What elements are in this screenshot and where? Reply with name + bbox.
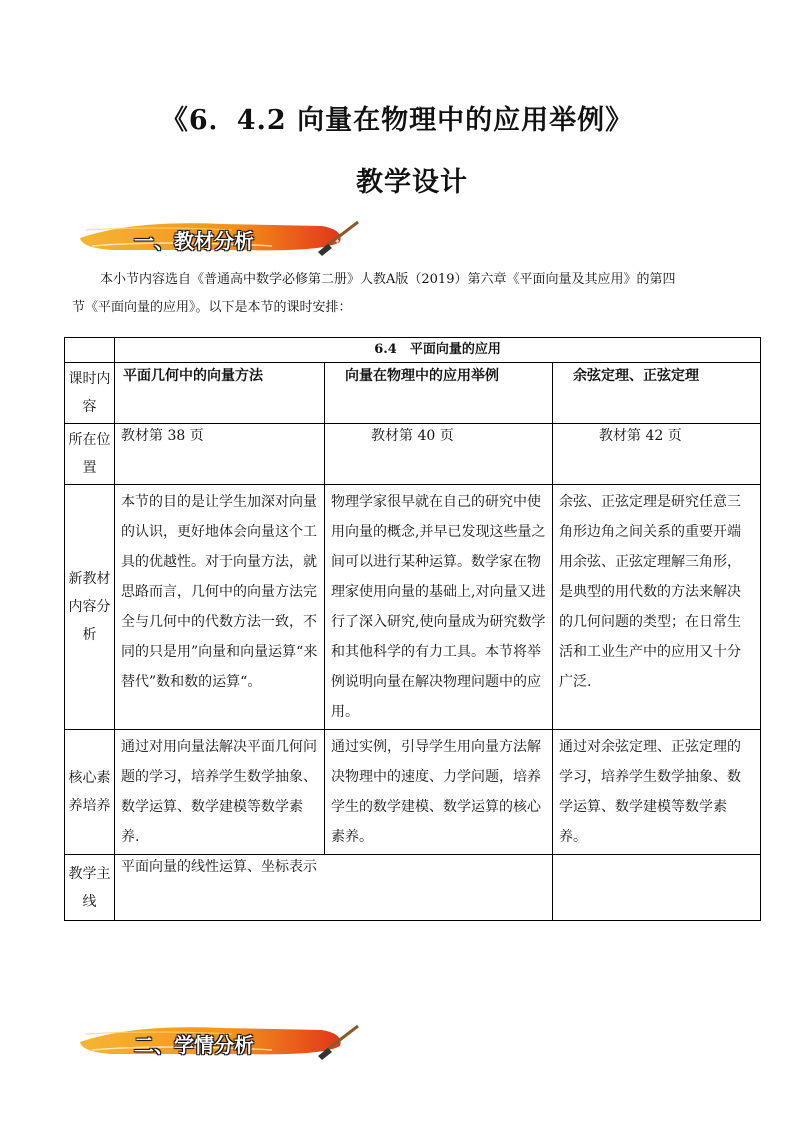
intro-paragraph xyxy=(72,266,732,322)
analysis-cell-2: 物理学家很早就在自己的研究中使用向量的概念,并早已发现这些量之间可以进行某种运算。数学家在物理家使用向量的基础上,对向量又进行了深入研究,使向量成为研究数学和其他科学的有力工具。本节将举例说明向量在解决物理问题中的应用。 xyxy=(325,485,553,730)
lesson-cell-1: 平面几何中的向量方法 xyxy=(115,363,325,424)
literacy-cell-3: 通过对余弦定理、正弦定理的学习，培养学生数学抽象、数学运算、数学建模等数学素养。 xyxy=(553,730,761,855)
analysis-cell-3: 余弦、正弦定理是研究任意三角形边角之间关系的重要开端用余弦、正弦定理解三角形，是典型的用代数的方法来解决的几何问题的类型；在日常生活和工业生产中的应用又十分广泛. xyxy=(553,485,761,730)
literacy-cell-1: 通过对用向量法解决平面几何问题的学习，培养学生数学抽象、数学运算、数学建模等数学素养. xyxy=(115,730,325,855)
table-row xyxy=(65,485,761,730)
row-header-lesson: 课时内容 xyxy=(65,363,115,424)
row-header-literacy: 核心素养培养 xyxy=(65,730,115,855)
row-header-position: 所在位置 xyxy=(65,424,115,485)
section-banner-student-analysis xyxy=(72,1020,372,1062)
section-banner-textbook-analysis xyxy=(72,216,372,258)
analysis-cell-1: 本节的目的是让学生加深对向量的认识，更好地体会向量这个工具的优越性。对于向量方法，就思路而言，几何中的向量方法完全与几何中的代数方法一致，不同的只是用”向量和向量运算“来替代”数和数的运算“。 xyxy=(115,485,325,730)
lesson-cell-2: 向量在物理中的应用举例 xyxy=(325,363,553,424)
table-row xyxy=(65,424,761,485)
svg-text:✦: ✦ xyxy=(334,237,341,246)
document-title: 《6．4.2 向量在物理中的应用举例》 xyxy=(160,105,634,136)
position-cell-2: 教材第 40 页 xyxy=(325,424,553,485)
table-row xyxy=(65,855,761,921)
position-cell-1: 教材第 38 页 xyxy=(115,424,325,485)
row-header-mainline: 教学主线 xyxy=(65,855,115,921)
table-row xyxy=(65,363,761,424)
mainline-cell: 平面向量的线性运算、坐标表示 xyxy=(115,855,553,921)
intro-line-2: 节《平面向量的应用》。以下是本节的课时安排： xyxy=(72,300,352,315)
lesson-schedule-table xyxy=(64,337,761,921)
section-title: 二、学情分析 xyxy=(134,1033,254,1057)
table-cell-empty xyxy=(65,338,115,363)
table-row xyxy=(65,338,761,363)
literacy-cell-2: 通过实例，引导学生用向量方法解决物理中的速度、力学问题，培养学生的数学建模、数学运算的核心素养。 xyxy=(325,730,553,855)
table-row xyxy=(65,730,761,855)
table-cell-empty xyxy=(553,855,761,921)
row-header-analysis: 新教材内容分析 xyxy=(65,485,115,730)
section-title: 一、教材分析 xyxy=(134,229,254,253)
document-subtitle: 教学设计 xyxy=(356,167,468,198)
intro-line-1: 本小节内容选自《普通高中数学必修第二册》人教A版（2019）第六章《平面向量及其应用》的第四 xyxy=(100,272,676,287)
table-section-title: 6.4 平面向量的应用 xyxy=(115,338,761,363)
position-cell-3: 教材第 42 页 xyxy=(553,424,761,485)
lesson-cell-3: 余弦定理、正弦定理 xyxy=(553,363,761,424)
